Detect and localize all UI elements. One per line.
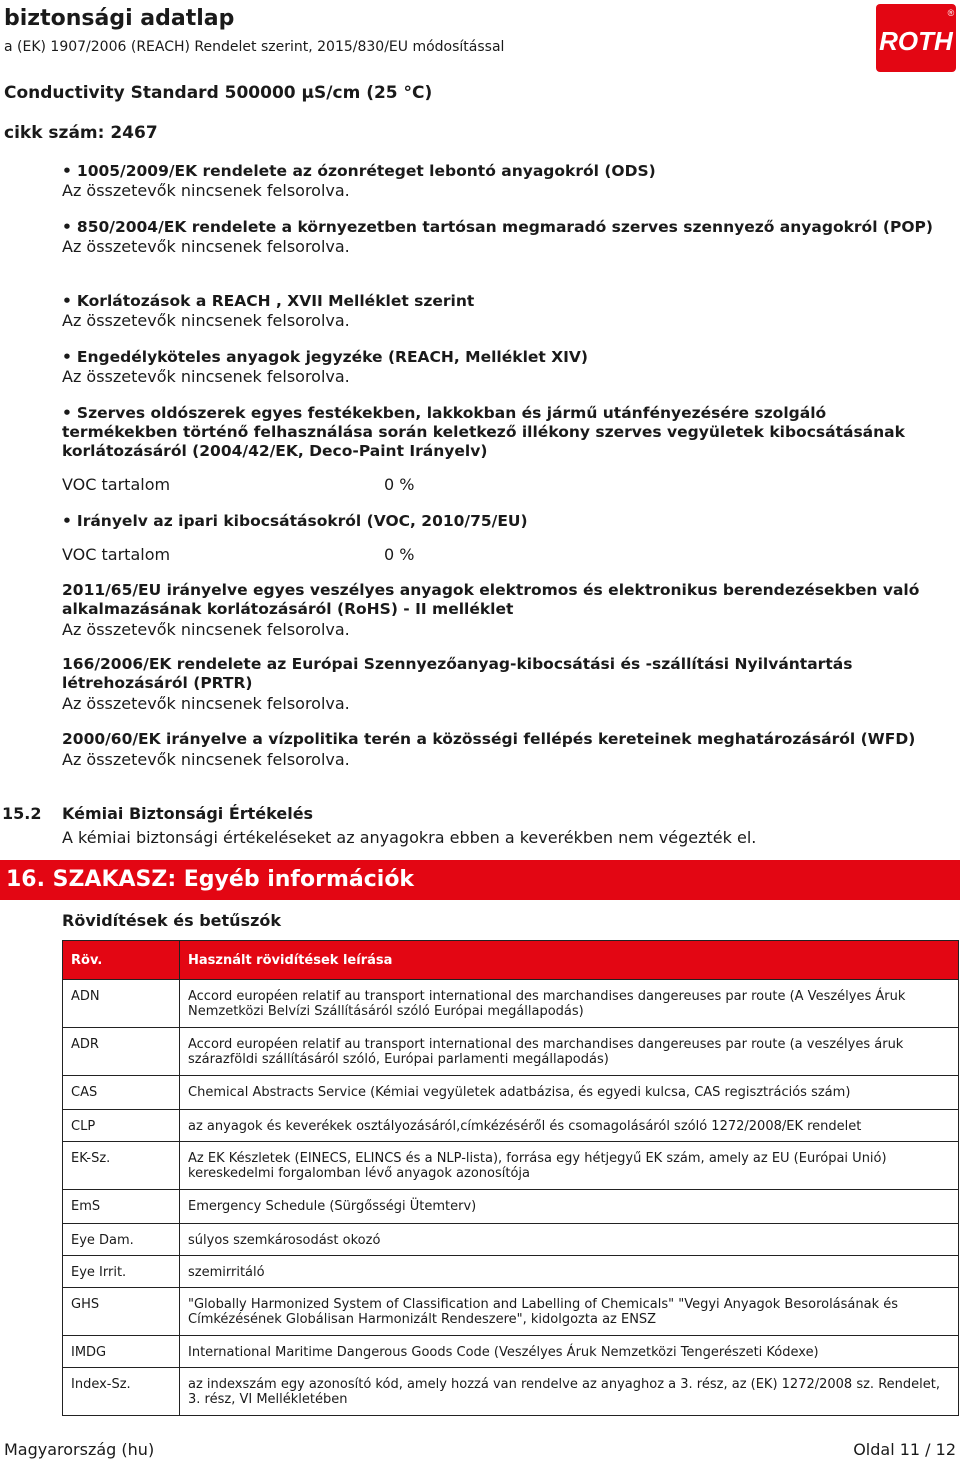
abbreviations-table	[62, 940, 959, 1416]
regulation-heading: 2011/65/EU irányelve egyes veszélyes anyagok elektromos és elektronikus berendezésekben való alkalmazásának korlátozásáról (RoHS) - II melléklet	[62, 581, 920, 618]
regulation-block-ods: • 1005/2009/EK rendelete az ózonréteget lebontó anyagokról (ODS) Az összetevők nincsenek felsorolva.	[62, 162, 942, 201]
footer-country: Magyarország (hu)	[4, 1440, 155, 1459]
table-row	[63, 1028, 959, 1076]
section-16-banner	[0, 860, 960, 900]
regulation-text: Az összetevők nincsenek felsorolva.	[62, 237, 350, 256]
regulation-text: Az összetevők nincsenek felsorolva.	[62, 367, 350, 386]
description-cell: az indexszám egy azonosító kód, amely hozzá van rendelve az anyaghoz a 3. rész, az (EK) 1272/2008 sz. Rendelet, 3. rész, VI Mellékletében	[180, 1368, 959, 1416]
regulation-block-voc: • Irányelv az ipari kibocsátásokról (VOC, 2010/75/EU)	[62, 512, 528, 530]
description-cell: súlyos szemkárosodást okozó	[180, 1224, 959, 1256]
description-cell: "Globally Harmonized System of Classification and Labelling of Chemicals" "Vegyi Anyagok Besorolásának és Címkézésének Globálisan Harmonizált Rendeszere", kidolgozta az ENSZ	[180, 1288, 959, 1336]
table-row	[63, 1336, 959, 1368]
table-row	[63, 1224, 959, 1256]
logo-registered: ®	[947, 8, 955, 18]
regulation-block-pop: • 850/2004/EK rendelete a környezetben tartósan megmaradó szerves szennyező anyagokról (POP) Az összetevők nincsenek felsorolva.	[62, 218, 942, 257]
abbr-cell: CLP	[63, 1110, 180, 1142]
voc-label: VOC tartalom	[62, 545, 171, 564]
regulation-heading: Engedélyköteles anyagok jegyzéke (REACH, Melléklet XIV)	[76, 348, 588, 366]
regulation-text: Az összetevők nincsenek felsorolva.	[62, 750, 350, 769]
abbr-cell: Eye Irrit.	[63, 1256, 180, 1288]
section-title: Kémiai Biztonsági Értékelés	[62, 804, 314, 823]
table-row	[63, 1288, 959, 1336]
regulation-text: Az összetevők nincsenek felsorolva.	[62, 694, 350, 713]
article-number: cikk szám: 2467	[4, 123, 158, 143]
table-header-row	[63, 941, 959, 980]
abbreviations-title: Rövidítések és betűszók	[62, 911, 282, 930]
abbr-cell: CAS	[63, 1076, 180, 1110]
description-cell: szemirritáló	[180, 1256, 959, 1288]
abbr-cell: EK-Sz.	[63, 1142, 180, 1190]
table-row	[63, 1142, 959, 1190]
table-row	[63, 1110, 959, 1142]
abbr-cell: GHS	[63, 1288, 180, 1336]
voc-content-row	[62, 475, 415, 494]
roth-logo	[868, 2, 958, 74]
section-16-title: 16. SZAKASZ: Egyéb információk	[6, 867, 415, 892]
table-row	[63, 1076, 959, 1110]
regulation-block-reach-xiv: • Engedélyköteles anyagok jegyzéke (REACH, Melléklet XIV) Az összetevők nincsenek felsorolva.	[62, 348, 942, 387]
column-header-desc: Használt rövidítések leírása	[180, 941, 959, 980]
regulation-block-reach-xvii: • Korlátozások a REACH , XVII Melléklet szerint Az összetevők nincsenek felsorolva.	[62, 292, 942, 331]
voc-value: 0 %	[384, 545, 415, 564]
table-row	[63, 1368, 959, 1416]
abbr-cell: ADR	[63, 1028, 180, 1076]
document-title: biztonsági adatlap	[4, 6, 235, 31]
regulation-text: Az összetevők nincsenek felsorolva.	[62, 620, 350, 639]
regulation-block-deco-paint: • Szerves oldószerek egyes festékekben, lakkokban és jármű utánfényezésére szolgáló termékekben történő felhasználása során keletkező illékony szerves vegyületek kibocsátásának korlátozásáról (2004/42/EK, Deco-Paint Irányelv)	[62, 404, 905, 460]
regulation-block-prtr	[62, 655, 942, 714]
description-cell: Accord européen relatif au transport international des marchandises dangereuses par route (a veszélyes áruk szárazföldi szállításáról szóló, Európai parlamenti megállapodás)	[180, 1028, 959, 1076]
voc-value: 0 %	[384, 475, 415, 494]
regulation-heading: 2000/60/EK irányelve a vízpolitika terén a közösségi fellépés kereteinek meghatározásáról (WFD)	[62, 730, 916, 748]
regulation-heading: 850/2004/EK rendelete a környezetben tartósan megmaradó szerves szennyező anyagokról (POP)	[76, 218, 933, 236]
regulation-subtitle: a (EK) 1907/2006 (REACH) Rendelet szerint, 2015/830/EU módosítással	[4, 39, 505, 55]
regulation-heading: 166/2006/EK rendelete az Európai Szennyezőanyag-kibocsátási és -szállítási Nyilvántartás létrehozásáról (PRTR)	[62, 655, 853, 692]
description-cell: az anyagok és keverékek osztályozásáról,címkézéséről és csomagolásáról szóló 1272/2008/EK rendelet	[180, 1110, 959, 1142]
regulation-text: Az összetevők nincsenek felsorolva.	[62, 181, 350, 200]
column-header-abbr: Röv.	[63, 941, 180, 980]
abbr-cell: EmS	[63, 1190, 180, 1224]
regulation-heading: Szerves oldószerek egyes festékekben, lakkokban és jármű utánfényezésére szolgáló termékekben történő felhasználása során keletkező illékony szerves vegyületek kibocsátásának korlátozásáról (2004/42/EK, Deco-Paint Irányelv)	[62, 404, 905, 460]
regulation-heading: Irányelv az ipari kibocsátásokról (VOC, 2010/75/EU)	[76, 512, 528, 530]
abbr-cell: ADN	[63, 980, 180, 1028]
regulation-block-wfd	[62, 730, 942, 770]
table-row	[63, 1256, 959, 1288]
regulation-heading: 1005/2009/EK rendelete az ózonréteget lebontó anyagokról (ODS)	[76, 162, 656, 180]
section-number: 15.2	[2, 804, 42, 823]
footer-page-number: Oldal 11 / 12	[853, 1440, 956, 1459]
abbr-cell: Index-Sz.	[63, 1368, 180, 1416]
voc-content-row	[62, 545, 415, 564]
table-row	[63, 980, 959, 1028]
description-cell: International Maritime Dangerous Goods Code (Veszélyes Áruk Nemzetközi Tengerészeti Kódexe)	[180, 1336, 959, 1368]
description-cell: Az EK Készletek (EINECS, ELINCS és a NLP-lista), forrása egy hétjegyű EK szám, amely az EU (Európai Unió) kereskedelmi forgalomban lévő anyagok azonosítója	[180, 1142, 959, 1190]
table-row	[63, 1190, 959, 1224]
regulation-text: Az összetevők nincsenek felsorolva.	[62, 311, 350, 330]
voc-label: VOC tartalom	[62, 475, 171, 494]
regulation-block-rohs	[62, 581, 942, 640]
abbr-cell: Eye Dam.	[63, 1224, 180, 1256]
description-cell: Chemical Abstracts Service (Kémiai vegyületek adatbázisa, és egyedi kulcsa, CAS regisztrációs szám)	[180, 1076, 959, 1110]
regulation-heading: Korlátozások a REACH , XVII Melléklet szerint	[76, 292, 475, 310]
product-name: Conductivity Standard 500000 µS/cm (25 °C)	[4, 83, 433, 103]
description-cell: Emergency Schedule (Sürgősségi Ütemterv)	[180, 1190, 959, 1224]
abbr-cell: IMDG	[63, 1336, 180, 1368]
description-cell: Accord européen relatif au transport international des marchandises dangereuses par route (A Veszélyes Áruk Nemzetközi Belvízi Szállításáról szóló Európai megállapodás)	[180, 980, 959, 1028]
section-text: A kémiai biztonsági értékeléseket az anyagokra ebben a keverékben nem végezték el.	[62, 828, 757, 847]
logo-text: ROTH	[879, 26, 953, 56]
